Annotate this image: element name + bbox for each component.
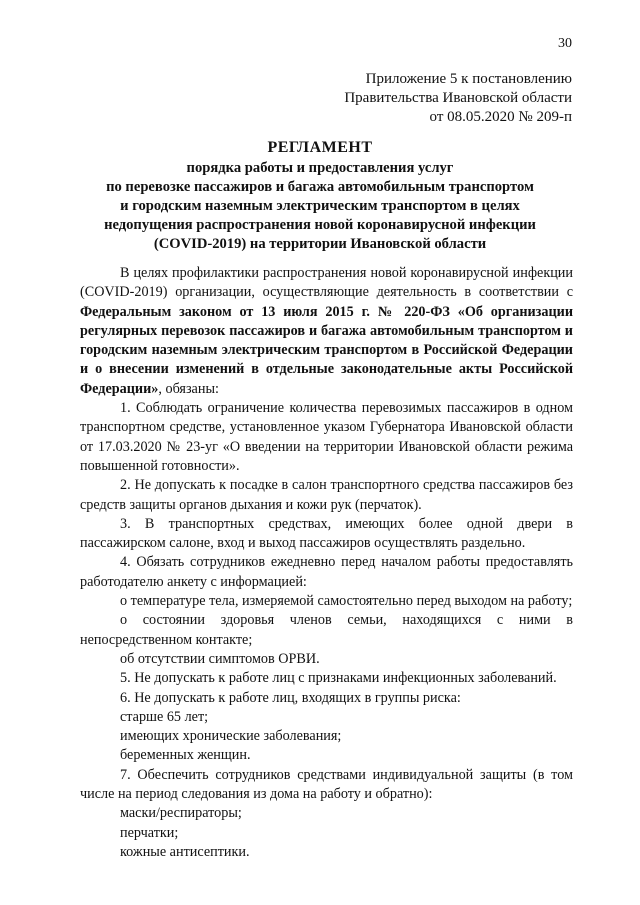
title-line: порядка работы и предоставления услуг	[186, 160, 454, 176]
item-6-sub: имеющих хронические заболевания;	[120, 728, 342, 745]
intro-text: В целях профилактики распространения новой коронавирусной инфекции (COVID-2019) организации, осуществляющие деятельность в соответствии с	[80, 265, 573, 301]
item-7: 7. Обеспечить сотрудников средствами индивидуальной защиты (в том числе на период следования из дома на работу и обратно):	[80, 766, 573, 803]
item-4-sub: о температуре тела, измеряемой самостоятельно перед выходом на работу;	[120, 593, 573, 610]
appendix-line: Приложение 5 к постановлению	[365, 71, 572, 87]
title-line: (COVID-2019) на территории Ивановской области	[153, 236, 487, 252]
item-3: 3. В транспортных средствах, имеющих более одной двери в пассажирском салоне, вход и выход пассажиров осуществлять раздельно.	[80, 515, 573, 552]
item-5: 5. Не допускать к работе лиц с признаками инфекционных заболеваний.	[120, 670, 557, 687]
intro-text-end: , обязаны:	[158, 380, 219, 397]
item-2: 2. Не допускать к посадке в салон транспортного средства пассажиров без средств защиты органов дыхания и кожи рук (перчаток).	[80, 477, 573, 513]
item-6-sub: старше 65 лет;	[120, 708, 209, 725]
appendix-line: от 08.05.2020 № 209-п	[429, 109, 572, 125]
title-main: РЕГЛАМЕНТ	[267, 139, 373, 156]
item-6: 6. Не допускать к работе лиц, входящих в группы риска:	[120, 689, 461, 706]
page-number: 30	[558, 36, 572, 51]
item-4: 4. Обязать сотрудников ежедневно перед началом работы предоставлять работодателю анкету с информацией:	[80, 554, 573, 590]
intro-paragraph	[80, 264, 573, 399]
item-6-sub: беременных женщин.	[120, 747, 251, 764]
document-body	[80, 264, 573, 862]
law-reference: Федеральным законом от 13 июля 2015 г. № 220-ФЗ «Об организации регулярных перевозок пассажиров и багажа автомобильным транспортом и городским наземным электрическим транспортом в Российской Федерации и о внесении изменений в отдельные законодательные акты Российской Федерации»	[80, 303, 573, 397]
title-line: и городским наземным электрическим транспортом в целях	[120, 198, 520, 214]
item-7-sub: перчатки;	[120, 824, 179, 841]
appendix-header	[344, 70, 572, 127]
item-4-sub: об отсутствии симптомов ОРВИ.	[120, 650, 320, 667]
item-1: 1. Соблюдать ограничение количества перевозимых пассажиров в одном транспортном средстве, установленное указом Губернатора Ивановской области от 17.03.2020 № 23-уг «О введении на территории Ивановской области режима повышенной готовности».	[80, 400, 573, 474]
item-4-sub: о состоянии здоровья членов семьи, находящихся с ними в непосредственном контакте;	[80, 612, 573, 648]
appendix-line: Правительства Ивановской области	[344, 90, 572, 106]
item-7-sub: кожные антисептики.	[120, 843, 250, 860]
document-title	[60, 138, 580, 254]
title-line: недопущения распространения новой коронавирусной инфекции	[104, 217, 536, 233]
title-line: по перевозке пассажиров и багажа автомобильным транспортом	[106, 179, 534, 195]
item-7-sub: маски/респираторы;	[120, 805, 242, 822]
